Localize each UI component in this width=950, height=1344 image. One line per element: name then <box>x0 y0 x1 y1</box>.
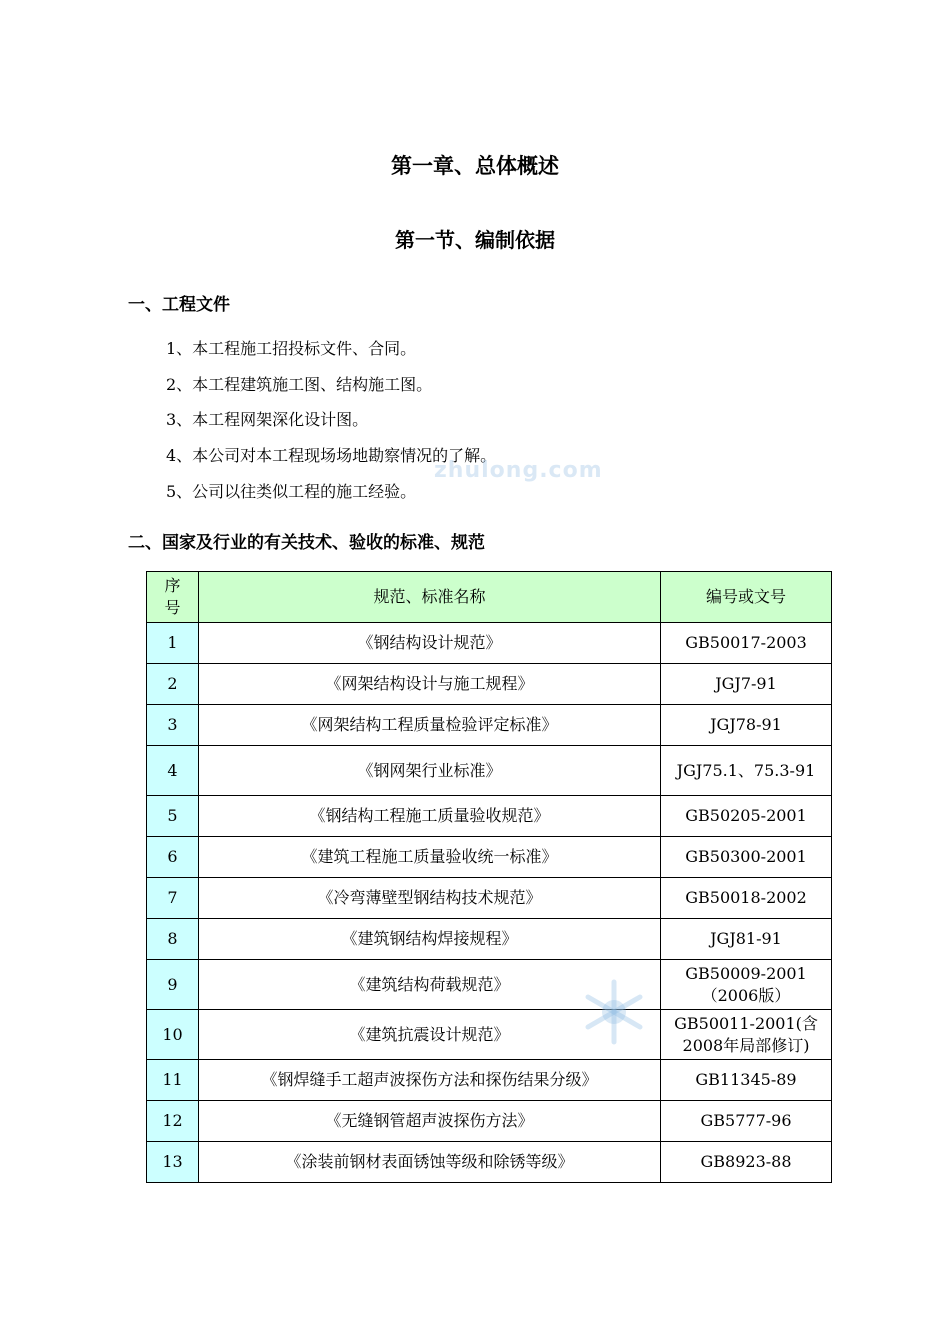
table-row <box>147 837 832 878</box>
row-name: 《建筑钢结构焊接规程》 <box>199 919 661 960</box>
watermark-text: zhulong.com <box>434 458 603 483</box>
list-item: 5、公司以往类似工程的施工经验。 <box>166 481 417 501</box>
list-item: 3、本工程网架深化设计图。 <box>166 410 369 430</box>
row-seq: 7 <box>147 878 199 919</box>
row-seq: 2 <box>147 664 199 705</box>
row-name: 《建筑结构荷载规范》 <box>199 960 661 1010</box>
list-item: 1、本工程施工招投标文件、合同。 <box>166 339 417 358</box>
row-name: 《冷弯薄壁型钢结构技术规范》 <box>199 878 661 919</box>
row-name: 《钢结构工程施工质量验收规范》 <box>199 796 661 837</box>
table-row <box>147 1010 832 1060</box>
row-code: JGJ7-91 <box>661 664 832 705</box>
row-code: GB50017-2003 <box>661 623 832 664</box>
table-row <box>147 705 832 746</box>
row-code: GB50011-2001(含2008年局部修订) <box>661 1010 832 1060</box>
header-code: 编号或文号 <box>661 572 832 623</box>
row-code: GB8923-88 <box>661 1142 832 1183</box>
row-code: GB50300-2001 <box>661 837 832 878</box>
row-seq: 3 <box>147 705 199 746</box>
row-seq: 10 <box>147 1010 199 1060</box>
row-name: 《网架结构工程质量检验评定标准》 <box>199 705 661 746</box>
table-header-row <box>147 572 832 623</box>
list-item: 4、本公司对本工程现场场地勘察情况的了解。 <box>166 446 497 466</box>
table-row <box>147 746 832 796</box>
row-name: 《无缝钢管超声波探伤方法》 <box>199 1101 661 1142</box>
header-seq: 序号 <box>147 572 199 623</box>
row-code: GB11345-89 <box>661 1060 832 1101</box>
standards-table <box>146 571 832 1183</box>
row-seq: 13 <box>147 1142 199 1183</box>
table-row <box>147 919 832 960</box>
row-name: 《钢焊缝手工超声波探伤方法和探伤结果分级》 <box>199 1060 661 1101</box>
row-name: 《建筑抗震设计规范》 <box>199 1010 661 1060</box>
row-name: 《钢网架行业标准》 <box>199 746 661 796</box>
row-name: 《涂装前钢材表面锈蚀等级和除锈等级》 <box>199 1142 661 1183</box>
table-row <box>147 796 832 837</box>
row-code: JGJ75.1、75.3-91 <box>661 746 832 796</box>
chapter-title: 第一章、总体概述 <box>391 154 559 178</box>
row-code: GB5777-96 <box>661 1101 832 1142</box>
row-seq: 5 <box>147 796 199 837</box>
row-seq: 6 <box>147 837 199 878</box>
table-row <box>147 878 832 919</box>
header-name: 规范、标准名称 <box>199 572 661 623</box>
part2-heading: 二、国家及行业的有关技术、验收的标准、规范 <box>128 533 485 553</box>
row-seq: 9 <box>147 960 199 1010</box>
row-code: JGJ81-91 <box>661 919 832 960</box>
section-title: 第一节、编制依据 <box>395 228 555 252</box>
row-seq: 1 <box>147 623 199 664</box>
table-row <box>147 1142 832 1183</box>
watermark-snowflake-icon <box>578 976 650 1048</box>
list-item: 2、本工程建筑施工图、结构施工图。 <box>166 374 433 394</box>
row-name: 《网架结构设计与施工规程》 <box>199 664 661 705</box>
row-code: GB50009-2001（2006版） <box>661 960 832 1010</box>
table-row <box>147 1060 832 1101</box>
row-seq: 11 <box>147 1060 199 1101</box>
table-row <box>147 623 832 664</box>
row-code: GB50205-2001 <box>661 796 832 837</box>
row-name: 《钢结构设计规范》 <box>199 623 661 664</box>
row-seq: 8 <box>147 919 199 960</box>
row-code: GB50018-2002 <box>661 878 832 919</box>
project-documents-list <box>166 336 496 514</box>
table-row <box>147 960 832 1010</box>
row-code: JGJ78-91 <box>661 705 832 746</box>
table-row <box>147 664 832 705</box>
row-name: 《建筑工程施工质量验收统一标准》 <box>199 837 661 878</box>
table-row <box>147 1101 832 1142</box>
row-seq: 12 <box>147 1101 199 1142</box>
row-seq: 4 <box>147 746 199 796</box>
part1-heading: 一、工程文件 <box>128 295 230 315</box>
